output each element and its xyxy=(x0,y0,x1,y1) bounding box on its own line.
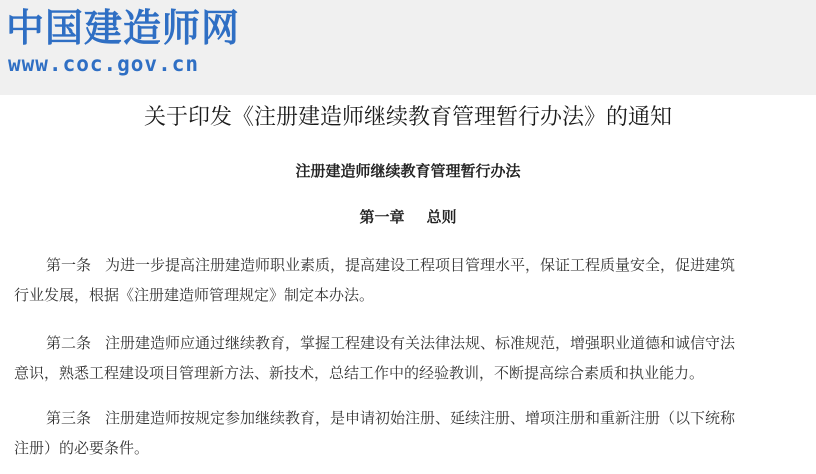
chapter-number: 第一章 xyxy=(359,208,405,226)
site-header xyxy=(0,0,816,95)
article-continuation-line: 行业发展，根据《注册建造师管理规定》制定本办法。 xyxy=(14,286,375,304)
article-continuation-line: 注册）的必要条件。 xyxy=(14,439,150,457)
article-text: 注册建造师按规定参加继续教育，是申请初始注册、延续注册、增项注册和重新注册（以下统称 xyxy=(105,409,736,427)
article-continuation-line: 意识，熟悉工程建设项目管理新方法、新技术，总结工作中的经验教训，不断提高综合素质和执业能力。 xyxy=(14,364,705,382)
article-number: 第一条 xyxy=(46,256,92,274)
site-logo-url[interactable]: www.coc.gov.cn xyxy=(8,52,200,76)
document-title: 关于印发《注册建造师继续教育管理暂行办法》的通知 xyxy=(143,105,672,130)
document-subtitle: 注册建造师继续教育管理暂行办法 xyxy=(295,162,521,180)
article-first-line xyxy=(14,250,804,280)
article-paragraph xyxy=(14,250,804,310)
chapter-name: 总则 xyxy=(426,208,457,226)
site-logo-title[interactable]: 中国建造师网 xyxy=(6,6,241,50)
article-first-line xyxy=(14,328,804,358)
article-number: 第二条 xyxy=(46,334,92,352)
article-paragraph xyxy=(14,328,804,388)
chapter-heading xyxy=(0,206,816,228)
article-text: 为进一步提高注册建造师职业素质，提高建设工程项目管理水平，保证工程质量安全，促进建筑 xyxy=(105,256,736,274)
article-first-line xyxy=(14,403,804,433)
article-number: 第三条 xyxy=(46,409,92,427)
article-text: 注册建造师应通过继续教育，掌握工程建设有关法律法规、标准规范，增强职业道德和诚信守法 xyxy=(105,334,736,352)
article-paragraph xyxy=(14,403,804,463)
